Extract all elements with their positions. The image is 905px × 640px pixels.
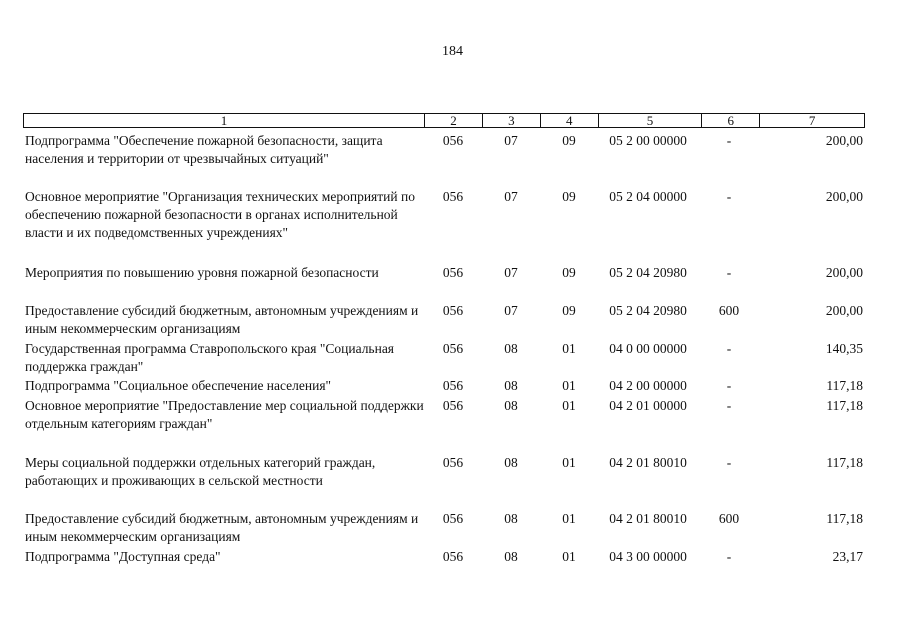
row-col-7: 200,00 [825,303,863,318]
row-name: Основное мероприятие "Предоставление мер социальной поддержки отдельным категориям граждан" [25,398,424,431]
row-col-2: 056 [442,455,464,470]
row-col-6: - [726,398,732,413]
row-name: Государственная программа Ставропольского края "Социальная поддержка граждан" [25,341,395,374]
row-col-5: 05 2 04 00000 [609,189,687,204]
row-col-5: 04 2 00 00000 [609,378,687,393]
row-name: Меры социальной поддержки отдельных категорий граждан, работающих и проживающих в сельской местности [25,455,376,488]
row-col-4: 01 [562,341,576,356]
row-col-6: - [726,341,732,356]
row-col-5: 05 2 04 20980 [609,265,687,280]
row-col-4: 01 [562,398,576,413]
row-col-7: 200,00 [825,189,863,204]
row-col-5: 04 2 01 80010 [609,511,687,526]
row-col-7: 140,35 [825,341,863,356]
table-header [23,113,865,128]
row-col-3: 07 [504,133,518,148]
row-col-2: 056 [442,133,464,148]
row-name: Подпрограмма "Социальное обеспечение населения" [25,378,332,393]
row-col-4: 01 [562,455,576,470]
row-col-7: 117,18 [826,455,863,470]
row-col-2: 056 [442,265,464,280]
row-col-3: 07 [504,189,518,204]
row-col-5: 04 3 00 00000 [609,549,687,564]
header-col-7: 7 [808,113,816,128]
row-name: Подпрограмма "Доступная среда" [25,549,221,564]
row-col-4: 01 [562,549,576,564]
row-col-2: 056 [442,549,464,564]
row-col-4: 09 [562,265,576,280]
row-col-2: 056 [442,378,464,393]
row-col-2: 056 [442,189,464,204]
row-col-5: 05 2 00 00000 [609,133,687,148]
row-name: Подпрограмма "Обеспечение пожарной безопасности, защита населения и территории от чрезвычайных ситуаций" [25,133,383,166]
row-col-2: 056 [442,303,464,318]
row-col-7: 117,18 [826,511,863,526]
row-name: Предоставление субсидий бюджетным, автономным учреждениям и иным некоммерческим организациям [25,511,419,544]
row-col-4: 09 [562,189,576,204]
row-col-3: 08 [504,398,518,413]
header-col-2: 2 [425,114,483,127]
row-col-6: 600 [718,511,740,526]
row-col-7: 117,18 [826,378,863,393]
row-col-2: 056 [442,398,464,413]
row-col-3: 08 [504,549,518,564]
row-col-3: 08 [504,455,518,470]
row-col-3: 07 [504,265,518,280]
row-col-6: - [726,189,732,204]
page-number: 184 [442,44,463,59]
row-col-6: - [726,265,732,280]
row-col-3: 08 [504,378,518,393]
row-name: Мероприятия по повышению уровня пожарной безопасности [25,265,379,280]
row-name: Основное мероприятие "Организация технических мероприятий по обеспечению пожарной безопасности в органах исполнительной власти и их подведомственных учреждениях" [25,189,415,240]
row-col-3: 07 [504,303,518,318]
row-col-5: 04 2 01 80010 [609,455,687,470]
row-name: Предоставление субсидий бюджетным, автономным учреждениям и иным некоммерческим организациям [25,303,419,336]
row-col-5: 04 2 01 00000 [609,398,687,413]
header-col-5: 5 [599,114,703,127]
row-col-6: - [726,133,732,148]
row-col-4: 01 [562,511,576,526]
row-col-4: 09 [562,303,576,318]
row-col-7: 117,18 [826,398,863,413]
row-col-4: 01 [562,378,576,393]
row-col-2: 056 [442,341,464,356]
header-col-4: 4 [541,114,599,127]
header-col-6: 6 [702,114,760,127]
row-col-7: 23,17 [832,549,863,564]
row-col-7: 200,00 [825,133,863,148]
row-col-6: - [726,378,732,393]
row-col-6: - [726,455,732,470]
row-col-6: - [726,549,732,564]
header-col-1: 1 [24,114,425,127]
row-col-5: 05 2 04 20980 [609,303,687,318]
row-col-3: 08 [504,341,518,356]
row-col-7: 200,00 [825,265,863,280]
row-col-2: 056 [442,511,464,526]
header-col-3: 3 [483,114,541,127]
row-col-6: 600 [718,303,740,318]
row-col-3: 08 [504,511,518,526]
row-col-5: 04 0 00 00000 [609,341,687,356]
row-col-4: 09 [562,133,576,148]
